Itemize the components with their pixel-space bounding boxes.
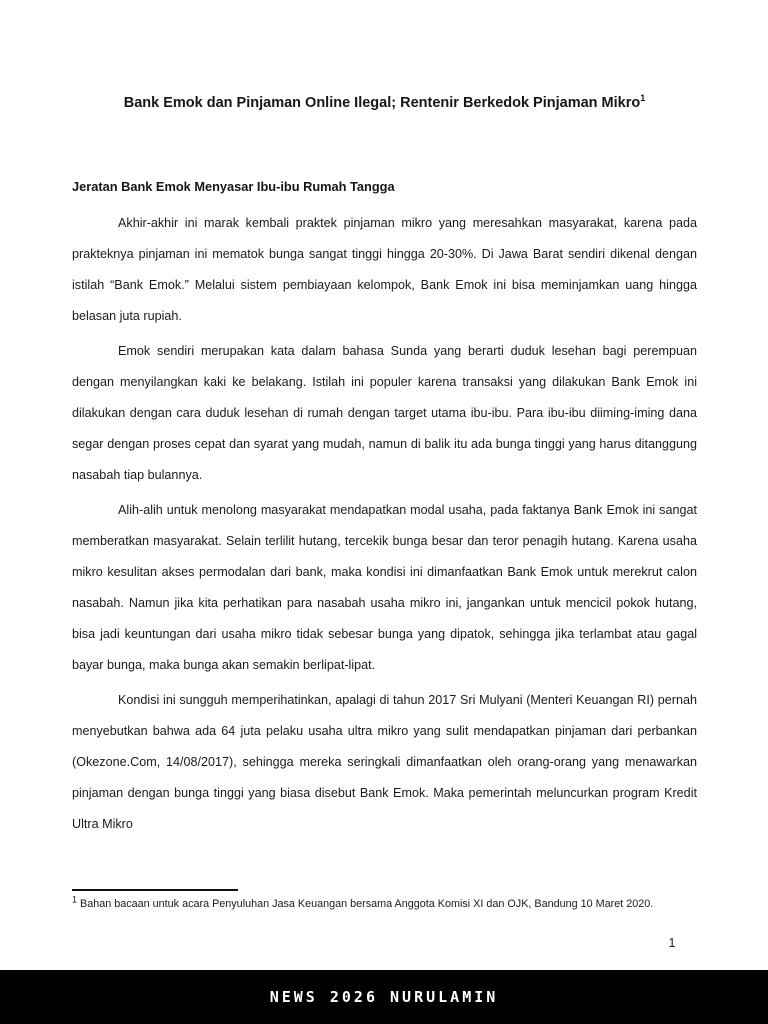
title-footnote-marker: 1	[640, 93, 646, 104]
footnote-marker: 1	[72, 894, 78, 905]
footnote-block	[72, 889, 697, 913]
footer-banner-text: NEWS 2026 NURULAMIN	[269, 988, 499, 1006]
paragraph-4: Kondisi ini sungguh memperihatinkan, apalagi di tahun 2017 Sri Mulyani (Menteri Keuangan RI) pernah menyebutkan bahwa ada 64 juta pelaku usaha ultra mikro yang sulit mendapatkan pinjaman dari perbankan (Okezone.Com, 14/08/2017), sehingga mereka seringkali dimanfaatkan oleh orang-orang yang menawarkan pinjaman dengan bunga tinggi yang biasa disebut Bank Emok. Maka pemerintah meluncurkan program Kredit Ultra Mikro	[72, 693, 697, 831]
footnote-text: Bahan bacaan untuk acara Penyuluhan Jasa Keuangan bersama Anggota Komisi XI dan OJK, Bandung 10 Maret 2020.	[80, 898, 654, 910]
page-number: 1	[668, 936, 676, 950]
paragraph-1: Akhir-akhir ini marak kembali praktek pinjaman mikro yang meresahkan masyarakat, karena pada prakteknya pinjaman ini mematok bunga sangat tinggi hingga 20-30%. Di Jawa Barat sendiri dikenal dengan istilah “Bank Emok.” Melalui sistem pembiayaan kelompok, Bank Emok ini bisa meminjamkan uang hingga belasan juta rupiah.	[72, 216, 697, 323]
document-content	[72, 0, 697, 844]
document-title-text: Bank Emok dan Pinjaman Online Ilegal; Rentenir Berkedok Pinjaman Mikro	[123, 95, 641, 111]
document-title	[72, 93, 697, 113]
section-heading: Jeratan Bank Emok Menyasar Ibu-ibu Rumah Tangga	[72, 179, 395, 194]
footer-banner	[0, 970, 768, 1024]
paragraph-3: Alih-alih untuk menolong masyarakat mendapatkan modal usaha, pada faktanya Bank Emok ini sangat memberatkan masyarakat. Selain terlilit hutang, tercekik bunga besar dan teror penagih hutang. Karena usaha mikro kesulitan akses permodalan dari bank, maka kondisi ini dimanfaatkan Bank Emok untuk merekrut calon nasabah. Namun jika kita perhatikan para nasabah usaha mikro ini, jangankan untuk mencicil pokok hutang, bisa jadi keuntungan dari usaha mikro tidak sebesar bunga yang dipatok, sehingga jika terlambat atau gagal bayar bunga, maka bunga akan semakin berlipat-lipat.	[72, 503, 697, 672]
footnote-separator-rule	[72, 889, 238, 891]
paragraph-2: Emok sendiri merupakan kata dalam bahasa Sunda yang berarti duduk lesehan bagi perempuan dengan menyilangkan kaki ke belakang. Istilah ini populer karena transaksi yang dilakukan Bank Emok ini dilakukan dengan cara duduk lesehan di rumah dengan target utama ibu-ibu. Para ibu-ibu diiming-iming dana segar dengan proses cepat dan syarat yang mudah, namun di balik itu ada bunga tinggi yang harus ditanggung nasabah tiap bulannya.	[72, 344, 697, 482]
body-text	[72, 208, 697, 840]
footnote	[72, 895, 697, 913]
